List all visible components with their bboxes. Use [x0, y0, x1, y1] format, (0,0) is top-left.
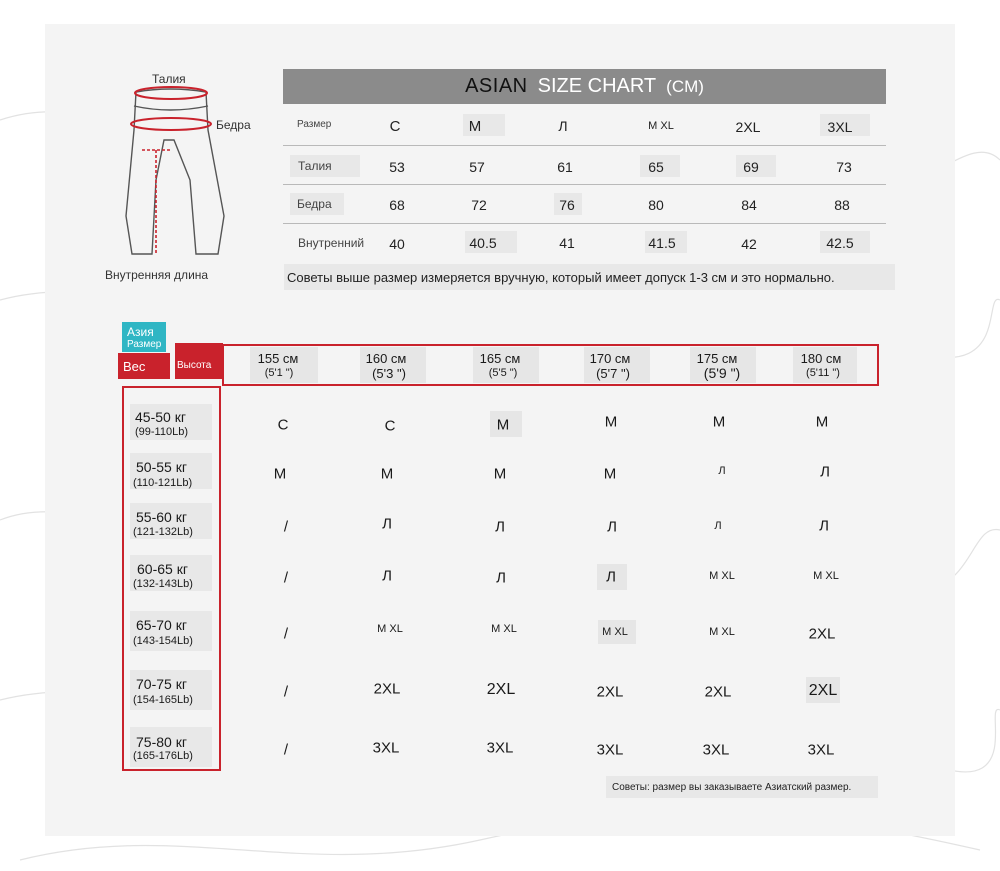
height-ft: (5'5 ") — [488, 367, 518, 379]
weight-lb: (121-132Lb) — [133, 526, 193, 538]
size-cell: M — [380, 465, 394, 483]
waist-value: 69 — [743, 159, 759, 175]
waist-value: 73 — [836, 159, 852, 175]
weight-kg: 60-65 кг — [137, 561, 188, 577]
size-cell: / — [283, 569, 289, 587]
weight-lb: (165-176Lb) — [133, 750, 193, 762]
weight-kg: 65-70 кг — [136, 617, 187, 633]
row-label-hips: Бедра — [297, 197, 332, 211]
inseam-value: 41 — [559, 235, 575, 251]
size-cell: 3XL — [807, 741, 835, 759]
row-divider — [283, 184, 886, 185]
row-label-waist: Талия — [298, 159, 332, 173]
size-cell: C — [277, 416, 289, 434]
hips-value: 88 — [834, 197, 850, 213]
weight-kg: 50-55 кг — [136, 459, 187, 475]
waist-label: Талия — [152, 72, 186, 86]
size-col-header: C — [389, 118, 401, 135]
size-cell: 3XL — [596, 741, 624, 759]
size-header-label: Размер — [297, 119, 332, 130]
height-header — [175, 343, 223, 379]
asia-size-tag — [122, 322, 166, 352]
weight-kg: 75-80 кг — [136, 734, 187, 750]
size-cell: M XL — [491, 623, 517, 635]
size-cell: / — [283, 741, 289, 759]
hips-value: 80 — [648, 197, 664, 213]
height-ft: (5'3 ") — [372, 366, 406, 381]
size-cell: 2XL — [808, 682, 838, 699]
inseam-value: 41.5 — [648, 235, 676, 251]
height-cm: 175 см — [696, 351, 738, 366]
inseam-label: Внутренняя длина — [105, 268, 209, 282]
hips-value: 76 — [559, 197, 575, 213]
size-cell: M — [273, 465, 287, 483]
size-cell: / — [283, 518, 289, 536]
size-col-header: Л — [558, 118, 568, 134]
asia-label: Азия — [127, 325, 154, 339]
size-cell: M — [493, 465, 507, 483]
size-cell: M — [496, 416, 510, 434]
inseam-value: 40.5 — [469, 235, 497, 251]
size-cell: Л — [607, 518, 617, 536]
size-col-header: 2XL — [735, 119, 761, 135]
waist-value: 57 — [469, 159, 485, 175]
measurement-note: Советы выше размер измеряется вручную, который имеет допуск 1-3 см и это нормально. — [287, 270, 835, 285]
hips-value: 84 — [741, 197, 757, 213]
size-col-header: M — [468, 118, 482, 135]
inseam-value: 42 — [741, 236, 757, 252]
title-asian: ASIAN — [465, 75, 528, 97]
weight-lb: (99-110Lb) — [135, 426, 188, 438]
asian-size-note: Советы: размер вы заказываете Азиатский размер. — [612, 782, 852, 793]
hips-value: 72 — [471, 197, 487, 213]
size-cell: 2XL — [373, 680, 401, 698]
size-cell: Л — [718, 465, 726, 477]
size-cell: 2XL — [704, 683, 732, 701]
size-cell: Л — [495, 518, 505, 536]
size-cell: M XL — [602, 626, 628, 638]
height-cm: 165 см — [479, 351, 521, 366]
weight-lb: (110-121Lb) — [133, 477, 193, 489]
size-cell: M — [603, 465, 617, 483]
height-ft: (5'7 ") — [596, 366, 630, 381]
weight-lb: (143-154Lb) — [133, 635, 193, 647]
height-row-frame — [222, 344, 879, 386]
height-cm: 180 см — [800, 351, 842, 366]
waist-value: 65 — [648, 159, 664, 175]
size-cell: / — [283, 625, 289, 643]
size-cell: / — [283, 683, 289, 701]
weight-lb: (154-165Lb) — [133, 694, 193, 706]
hips-value: 68 — [389, 197, 405, 213]
size-cell: 2XL — [596, 683, 624, 701]
weight-kg: 70-75 кг — [136, 676, 187, 692]
height-ft: (5'11 ") — [806, 367, 840, 379]
size-cell: C — [384, 417, 396, 435]
title-unit: (CM) — [666, 76, 704, 96]
size-cell: Л — [714, 520, 722, 532]
size-cell: Л — [820, 463, 830, 481]
size-cell: M XL — [709, 570, 735, 582]
waist-value: 61 — [557, 159, 573, 175]
waist-value: 53 — [389, 159, 405, 175]
weight-lb: (132-143Lb) — [133, 578, 193, 590]
size-cell: M — [712, 413, 726, 431]
inseam-value: 40 — [389, 236, 405, 252]
size-col-header: 3XL — [827, 119, 853, 135]
weight-header — [118, 353, 170, 379]
height-cm: 155 см — [257, 351, 299, 366]
height-ft: (5'1 ") — [264, 367, 294, 379]
size-cell: M — [815, 413, 829, 431]
size-cell: M — [604, 413, 618, 431]
size-cell: 3XL — [372, 739, 400, 757]
size-cell: 3XL — [486, 739, 514, 757]
size-label: Размер — [127, 339, 162, 350]
size-cell: Л — [819, 517, 829, 535]
weight-kg: 55-60 кг — [136, 509, 187, 525]
height-label: Высота — [177, 360, 212, 371]
height-cm: 160 см — [365, 351, 407, 366]
size-cell: Л — [496, 569, 506, 587]
size-cell: Л — [606, 568, 616, 586]
chart-title-bar — [283, 69, 886, 104]
size-cell: M XL — [709, 626, 735, 638]
inseam-value: 42.5 — [826, 235, 854, 251]
size-cell: Л — [382, 567, 392, 585]
weight-label: Вес — [123, 359, 146, 374]
size-col-header: M XL — [648, 120, 674, 132]
size-cell: 2XL — [808, 625, 836, 643]
size-cell: Л — [382, 515, 392, 533]
height-ft: (5'9 ") — [703, 365, 741, 381]
size-cell: 2XL — [486, 681, 516, 698]
row-label-inseam: Внутренний — [298, 236, 365, 250]
hips-label: Бедра — [216, 118, 251, 132]
row-divider — [283, 223, 886, 224]
row-divider — [283, 145, 886, 146]
title-size-chart: SIZE CHART — [537, 75, 657, 97]
size-cell: 3XL — [702, 741, 730, 759]
size-cell: M XL — [813, 570, 839, 582]
height-cm: 170 см — [589, 351, 631, 366]
size-cell: M XL — [377, 623, 403, 635]
pants-illustration — [100, 84, 230, 264]
weight-kg: 45-50 кг — [135, 409, 186, 425]
